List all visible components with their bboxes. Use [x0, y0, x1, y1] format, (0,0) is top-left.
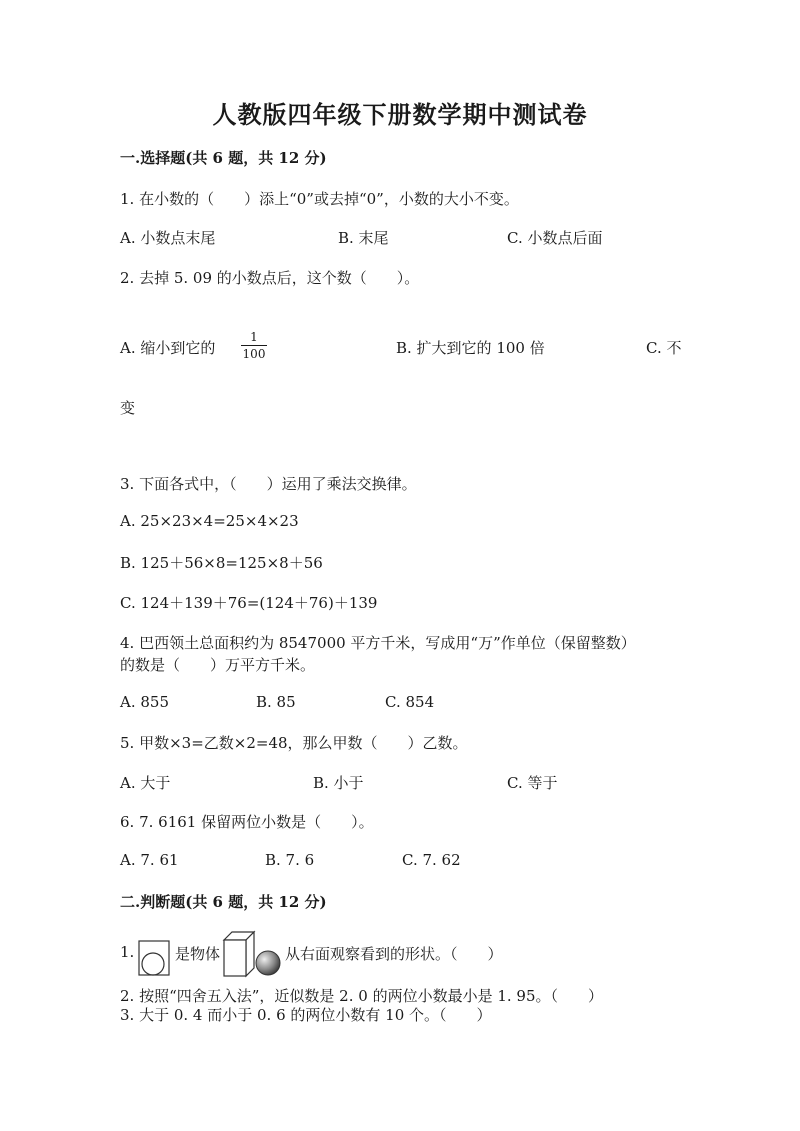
question-2-text: 2. 去掉 5. 09 的小数点后，这个数（ ）。: [120, 269, 420, 287]
section-heading-judgment: 二.判断题(共 6 题，共 12 分): [120, 893, 327, 911]
question-2-option-a: A. 缩小到它的: [120, 339, 216, 357]
question-6-option-c: C. 7. 62: [402, 851, 461, 869]
page-title: 人教版四年级下册数学期中测试卷: [212, 100, 588, 129]
question-2-option-b: B. 扩大到它的 100 倍: [396, 339, 545, 357]
fraction-numerator: 1: [250, 330, 258, 344]
question-3-option-a: A. 25×23×4=25×4×23: [120, 512, 299, 530]
judgment-1-middle: 是物体: [175, 945, 221, 963]
question-3-option-b: B. 125＋56×8=125×8＋56: [120, 554, 323, 572]
judgment-1-tail: 从右面观察看到的形状。（ ）: [285, 945, 503, 963]
fraction-one-hundredth: [241, 330, 267, 361]
question-2-option-c-wrap: 变: [120, 399, 136, 417]
question-2-option-c: C. 不: [646, 339, 682, 357]
fraction-bar: [241, 345, 267, 346]
question-4-option-a: A. 855: [120, 693, 169, 711]
question-5-option-a: A. 大于: [120, 774, 171, 792]
question-1-option-b: B. 末尾: [338, 229, 389, 247]
question-1-option-a: A. 小数点末尾: [120, 229, 216, 247]
question-1-text: 1. 在小数的（ ）添上“0”或去掉“0”，小数的大小不变。: [120, 190, 519, 208]
judgment-1-number: 1.: [120, 943, 135, 961]
side-view-square-circle-figure: [138, 940, 172, 978]
box-and-sphere-object-figure: [222, 930, 284, 978]
question-5-option-b: B. 小于: [313, 774, 364, 792]
judgment-2-text: 2. 按照“四舍五入法”，近似数是 2. 0 的两位小数最小是 1. 95。（ ）: [120, 987, 604, 1005]
question-5-option-c: C. 等于: [507, 774, 558, 792]
section-heading-choice: 一.选择题(共 6 题，共 12 分): [120, 149, 327, 167]
question-3-option-c: C. 124＋139＋76=(124＋76)＋139: [120, 594, 378, 612]
question-5-text: 5. 甲数×3=乙数×2=48，那么甲数（ ）乙数。: [120, 734, 468, 752]
question-4-option-c: C. 854: [385, 693, 435, 711]
question-3-text: 3. 下面各式中，（ ）运用了乘法交换律。: [120, 475, 417, 493]
question-1-option-c: C. 小数点后面: [507, 229, 603, 247]
question-6-option-b: B. 7. 6: [265, 851, 315, 869]
question-4-text-line2: 的数是（ ）万平方千米。: [120, 656, 316, 674]
question-4-text-line1: 4. 巴西领土总面积约为 8547000 平方千米，写成用“万”作单位（保留整数）: [120, 634, 636, 652]
fraction-denominator: 100: [242, 347, 266, 361]
question-6-option-a: A. 7. 61: [120, 851, 179, 869]
question-6-text: 6. 7. 6161 保留两位小数是（ ）。: [120, 813, 374, 831]
judgment-3-text: 3. 大于 0. 4 而小于 0. 6 的两位小数有 10 个。（ ）: [120, 1006, 492, 1024]
question-4-option-b: B. 85: [256, 693, 296, 711]
